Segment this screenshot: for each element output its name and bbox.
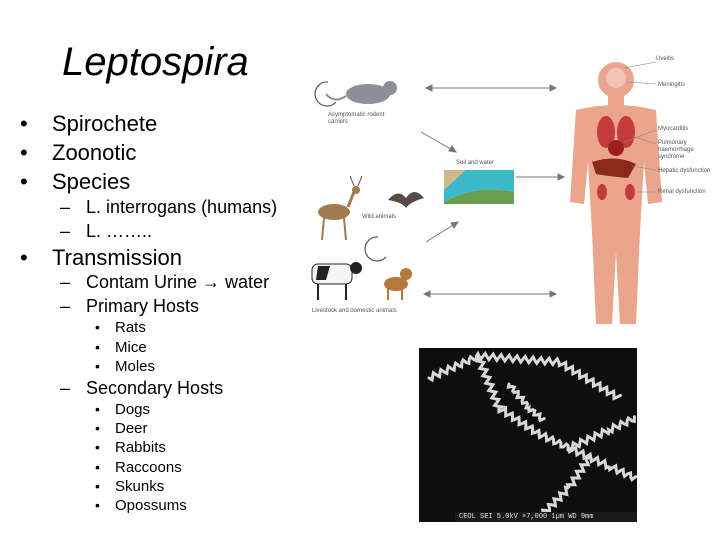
cycle-arrow-icon xyxy=(315,82,336,106)
diagram-artwork xyxy=(306,52,720,324)
bat-icon xyxy=(388,192,424,208)
primary-host-item xyxy=(95,339,147,356)
bullet-text: Zoonotic xyxy=(52,140,137,165)
dash-icon: – xyxy=(60,221,71,241)
bullet-text: Species xyxy=(52,169,131,194)
bullet-dot-icon: • xyxy=(95,497,100,513)
label-pulmonary-haemorrhage: Pulmonary haemorrhage syndrome xyxy=(658,140,694,160)
dash-icon: – xyxy=(60,272,71,292)
rat-icon xyxy=(326,81,397,104)
spirochete-strand xyxy=(537,458,589,517)
cow-icon xyxy=(312,262,362,300)
secondary-host-item xyxy=(95,439,166,456)
bullet-dot-icon: • xyxy=(20,169,28,194)
sub-bullet-text: Contam Urine → water xyxy=(86,272,270,292)
bullet-dot-icon: • xyxy=(20,111,28,136)
secondary-host-item xyxy=(95,420,148,437)
sub-bullet-species-1 xyxy=(60,197,278,218)
dash-icon: – xyxy=(60,197,71,217)
bullet-dot-icon: • xyxy=(20,245,28,270)
label-uveitis: Uveitis xyxy=(656,56,675,62)
cycle-arrow-icon xyxy=(365,237,386,261)
secondary-host-item xyxy=(95,478,165,495)
electron-micrograph xyxy=(419,348,637,522)
sub-bullet-text: L. …….. xyxy=(86,221,153,241)
spirochete-image xyxy=(419,348,637,522)
bullet-spirochete xyxy=(20,111,158,137)
sub-bullet-text: Primary Hosts xyxy=(86,296,200,316)
bullet-text: Spirochete xyxy=(52,111,158,136)
human-body-icon xyxy=(570,62,662,324)
dash-icon: – xyxy=(60,296,71,316)
sub-bullet-text: L. interrogans (humans) xyxy=(86,197,278,217)
secondary-host-item xyxy=(95,497,187,514)
label-renal-dysfunction: Renal dysfunction xyxy=(658,189,706,195)
sub-bullet-transmission-1 xyxy=(60,272,270,293)
host-name: Moles xyxy=(115,358,156,375)
spirochete-strand xyxy=(569,417,634,450)
bullet-dot-icon: • xyxy=(95,478,100,494)
host-name: Rats xyxy=(115,319,146,336)
soil-water-icon xyxy=(444,170,514,204)
sub-bullet-transmission-2 xyxy=(60,296,200,317)
bullet-species xyxy=(20,169,131,195)
dash-icon: – xyxy=(60,378,71,398)
label-myocarditis: Myocarditis xyxy=(658,126,689,132)
bullet-dot-icon: • xyxy=(95,439,100,455)
bullet-transmission xyxy=(20,245,182,271)
sub-bullet-text: Secondary Hosts xyxy=(86,378,224,398)
host-name: Deer xyxy=(115,420,148,437)
host-name: Skunks xyxy=(115,478,165,495)
slide-title: Leptospira xyxy=(62,40,249,84)
label-livestock: Livestock and domestic animals xyxy=(312,308,397,314)
host-name: Opossums xyxy=(115,497,187,514)
bullet-text: Transmission xyxy=(52,245,182,270)
sub-bullet-species-2 xyxy=(60,221,153,242)
host-name: Rabbits xyxy=(115,439,166,456)
secondary-host-item xyxy=(95,401,151,418)
bullet-dot-icon: • xyxy=(95,319,100,335)
secondary-host-item xyxy=(95,459,182,476)
bullet-dot-icon: • xyxy=(20,140,28,165)
label-soil-water: Soil and water xyxy=(456,160,495,166)
bullet-dot-icon: • xyxy=(95,339,100,355)
deer-icon xyxy=(318,176,362,240)
label-hepatic-dysfunction: Hepatic dysfunction xyxy=(658,168,711,174)
label-meningitis: Meningitis xyxy=(658,82,686,88)
host-name: Mice xyxy=(115,339,147,356)
label-asymptomatic-carriers: Asymptomatic rodent carriers xyxy=(328,112,385,125)
host-name: Dogs xyxy=(115,401,151,418)
transmission-diagram xyxy=(306,52,720,324)
host-name: Raccoons xyxy=(115,459,182,476)
spirochete-strand xyxy=(429,354,621,399)
dog-icon xyxy=(384,268,412,300)
primary-host-item xyxy=(95,358,156,375)
bullet-dot-icon: • xyxy=(95,420,100,436)
bullet-dot-icon: • xyxy=(95,358,100,374)
micrograph-caption: CEOL SEI 5.0kV ×7,000 1µm WD 9mm xyxy=(459,513,594,521)
bullet-dot-icon: • xyxy=(95,459,100,475)
label-wild-animals: Wild animals xyxy=(362,214,397,220)
bullet-zoonotic xyxy=(20,140,137,166)
sub-bullet-secondary-hosts xyxy=(60,378,224,399)
primary-host-item xyxy=(95,319,146,336)
bullet-dot-icon: • xyxy=(95,401,100,417)
